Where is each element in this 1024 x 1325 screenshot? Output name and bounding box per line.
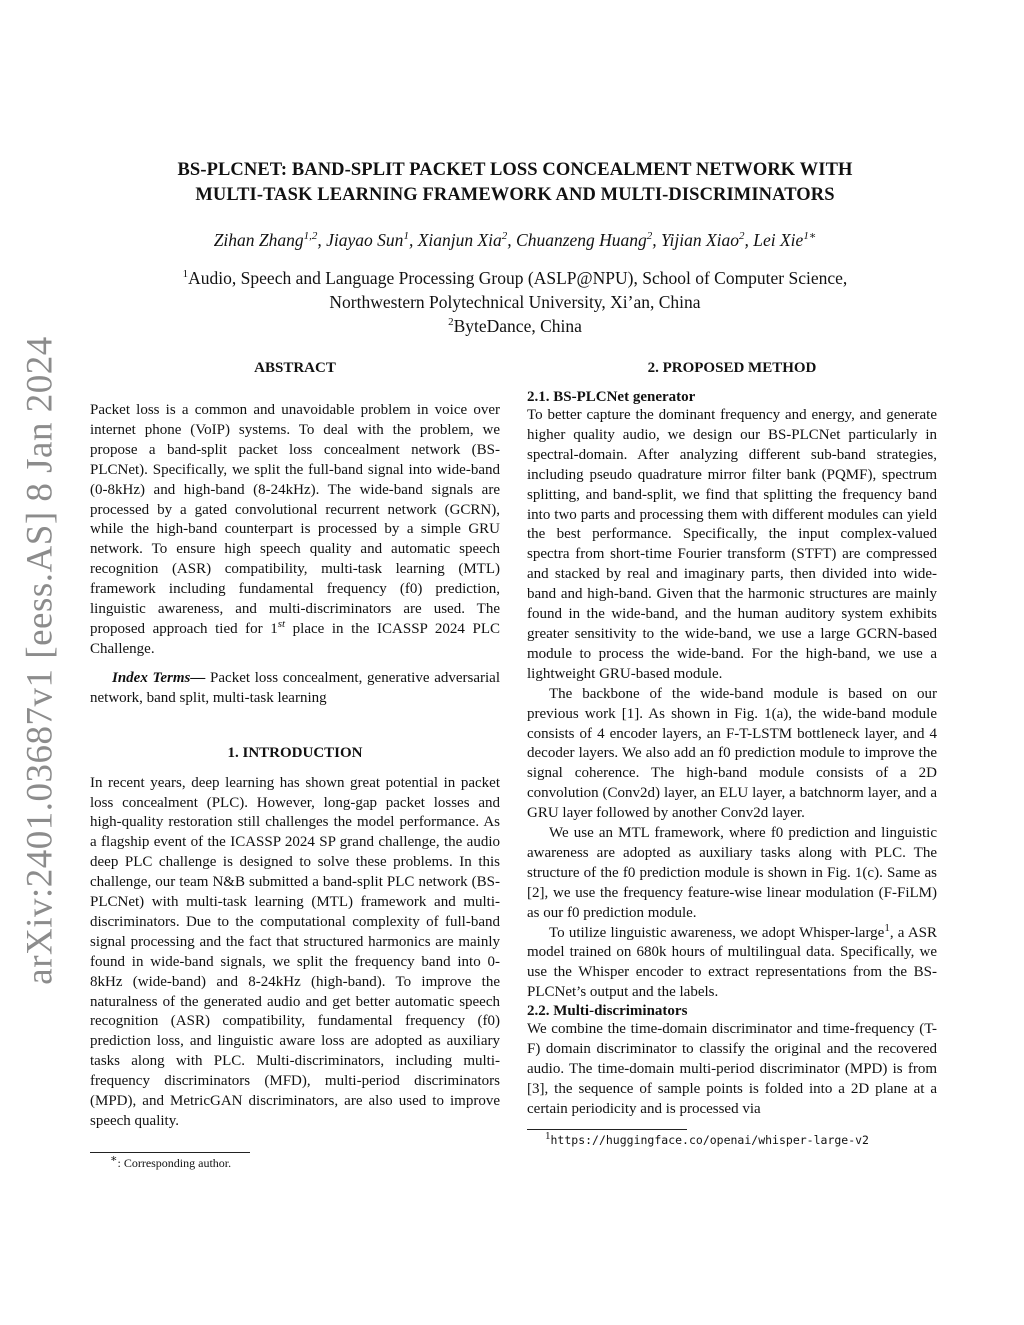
- affiliation-1-line-2: Northwestern Polytechnical University, Xi’an, China: [329, 292, 701, 312]
- author-list: Zihan Zhang$^{1,2}$, Jiayao Sun$^1$, Xianjun Xia$^2$, Chuanzeng Huang$^2$, Yijian Xiao$^2$, Lei Xie$^{1∗}$: [213, 230, 817, 250]
- footnote-mark: 1: [545, 1129, 551, 1142]
- footnote-url-link[interactable]: https://huggingface.co/openai/whisper-large-v2: [550, 1132, 869, 1147]
- generator-paragraph-4: [527, 921, 938, 1004]
- paper-title: [90, 158, 940, 208]
- method-heading: 2. PROPOSED METHOD: [647, 360, 817, 376]
- author-affil-sup: 1,2: [303, 230, 318, 243]
- author-name: Lei Xie: [753, 230, 804, 250]
- index-terms: [90, 669, 500, 709]
- author-affil-sup: 1∗: [803, 230, 817, 243]
- footnote-text: : Corresponding author.: [117, 1155, 232, 1170]
- author-name: Chuanzeng Huang: [516, 230, 647, 250]
- author-name: Yijian Xiao: [661, 230, 739, 250]
- affiliation-2: [90, 314, 940, 338]
- footnote-ref-sup: 1: [884, 921, 890, 934]
- title-line-1: BS-PLCNET: BAND-SPLIT PACKET LOSS CONCEALMENT NETWORK WITH: [177, 160, 853, 180]
- footnote-whisper-url: [527, 1130, 937, 1148]
- author-affil-sup: 2: [501, 230, 508, 243]
- author-name: Xianjun Xia: [417, 230, 502, 250]
- footnote-mark: ∗: [110, 1152, 118, 1165]
- author-affil-sup: 2: [646, 230, 653, 243]
- generator-paragraph-3: We use an MTL framework, where f0 prediction and linguistic awareness are adopted as auxiliary tasks along with PLC. The structure of the f0 prediction module is shown in Fig. 1(c). Same as [2], we use the frequency feature-wise linear modulation (F-FiLM) as our f0 prediction module.: [527, 825, 937, 921]
- affiliation-text: ByteDance, China: [453, 316, 582, 336]
- affiliations: [90, 266, 940, 338]
- paragraph-text-end: , a ASR model trained on 680k hours of multilingual data. Specifically, we use the Whisper encoder to extract representations from the BS-PLCNet’s output and the labels.: [527, 924, 938, 1001]
- subsection-generator-heading: 2.1. BS-PLCNet generator: [527, 389, 696, 405]
- introduction-body: In recent years, deep learning has shown great potential in packet loss concealment (PLC). However, long-gap packet losses and high-quality restoration still challenges the model performance. As a flagship event of the ICASSP 2024 SP grand challenge, the audio deep PLC challenge is designed to solve these problems. In this challenge, our team N&B submitted a band-split PLC network (BS-PLCNet) with multi-task learning (MTL) framework and multi-discriminators. Due to the computational complexity of full-band signal processing and the fact that structured harmonics are mainly found in wide-band signals, we split the frequency band into 0-8kHz (wide-band) and 8-24kHz (high-band). To improve the naturalness of the generated audio and get better automatic speech recognition (ASR) compatibility, fundamental frequency (f0) prediction loss, and linguistic aware loss are adopted as auxiliary tasks along with PLC. Multi-discriminators, including multi-frequency discriminators (MFD), multi-period discriminators (MPD), and MetricGAN discriminators, are also used to improve speech quality.: [90, 774, 500, 1129]
- subsection-discriminators-heading: 2.2. Multi-discriminators: [527, 1003, 688, 1020]
- footnote-corresponding-author: [90, 1153, 500, 1171]
- index-terms-text: Packet loss concealment, generative adversarial network, band split, multi-task learning: [90, 669, 501, 706]
- affiliation-text: Audio, Speech and Language Processing Group (ASLP@NPU), School of Computer Science,: [188, 268, 848, 288]
- abstract-body: [90, 401, 500, 660]
- index-terms-label: Index Terms—: [112, 669, 206, 686]
- left-column: [90, 360, 500, 1171]
- arxiv-id-text: arXiv:2401.03687v1 [eess.AS] 8 Jan 2024: [19, 335, 61, 985]
- abstract-text: Packet loss is a common and unavoidable problem in voice over internet phone (VoIP) systems. To deal with the problem, we propose a band-split packet loss concealment network (BS-PLCNet). Specifically, we split the full-band signal into wide-band (0-8kHz) and high-band (8-24kHz). The wide-band signals are processed by a gated convolutional recurrent network (GCRN), while the high-band counterpart is processed by a simple GRU network. To ensure high speech quality and automatic speech recognition (ASR) compatibility, multi-task learning (MTL) framework including fundamental frequency (f0) prediction, linguistic awareness, and multi-discriminators are used. The proposed approach tied for 1: [90, 402, 500, 637]
- author-name: Zihan Zhang: [213, 230, 304, 250]
- affiliation-1-line-1: [90, 266, 940, 290]
- abstract-text-end: place in the ICASSP 2024 PLC Challenge.: [90, 620, 500, 657]
- author-affil-sup: 2: [739, 230, 745, 243]
- author-affil-sup: 1: [403, 230, 409, 243]
- abstract-heading: ABSTRACT: [254, 360, 336, 376]
- ordinal-sup: st: [277, 617, 286, 630]
- arxiv-identifier-stamp: [12, 335, 68, 985]
- paragraph-text: To utilize linguistic awareness, we adopt Whisper-large: [549, 924, 885, 941]
- introduction-heading: 1. INTRODUCTION: [227, 744, 363, 761]
- author-name: Jiayao Sun: [326, 230, 404, 250]
- affiliation-sup: 2: [448, 316, 454, 329]
- discriminators-paragraph-1: We combine the time-domain discriminator and time-frequency (T-F) domain discriminator to classify the original and the recovered audio. The time-domain multi-period discriminator (MPD) is from [3], the sequence of sample points is folded into a 2D plane at a certain periodicity and is processed via: [527, 1021, 937, 1117]
- generator-paragraph-1: To better capture the dominant frequency and energy, and generate higher quality audio, we design our BS-PLCNet particularly in spectral-domain. After analyzing different sub-band strategies, including pseudo quadrature mirror filter bank (PQMF), spectrum splitting, and band-split, we find that splitting the frequency band into two parts and processing them with different modules can yield the best performance. Specifically, the input complex-valued spectra from short-time Fourier transform (STFT) are compressed and stacked by real and imaginary parts, then divided into wide-band and high-band. Given that the harmonic structures are mainly found in the wide-band, and the human auditory system exhibits greater sensitivity to the wide-band, we use a large GCRN-based module to process the wide-band. For the high-band, we use a lightweight GRU-based module.: [527, 407, 937, 682]
- affiliation-sup: 1: [182, 268, 189, 281]
- title-line-2: MULTI-TASK LEARNING FRAMEWORK AND MULTI-DISCRIMINATORS: [195, 185, 835, 205]
- right-column: [527, 360, 937, 1148]
- generator-paragraph-2: The backbone of the wide-band module is based on our previous work [1]. As shown in Fig. 1(a), the wide-band module consists of 4 encoder layers, an F-T-LSTM bottleneck layer, and 4 decoder layers. We also add an f0 prediction module to improve the signal coherence. The high-band module consists of a 2D convolution (Conv2d) layer, an ELU layer, a batchnorm layer, and a GRU layer followed by another Conv2d layer.: [527, 685, 937, 822]
